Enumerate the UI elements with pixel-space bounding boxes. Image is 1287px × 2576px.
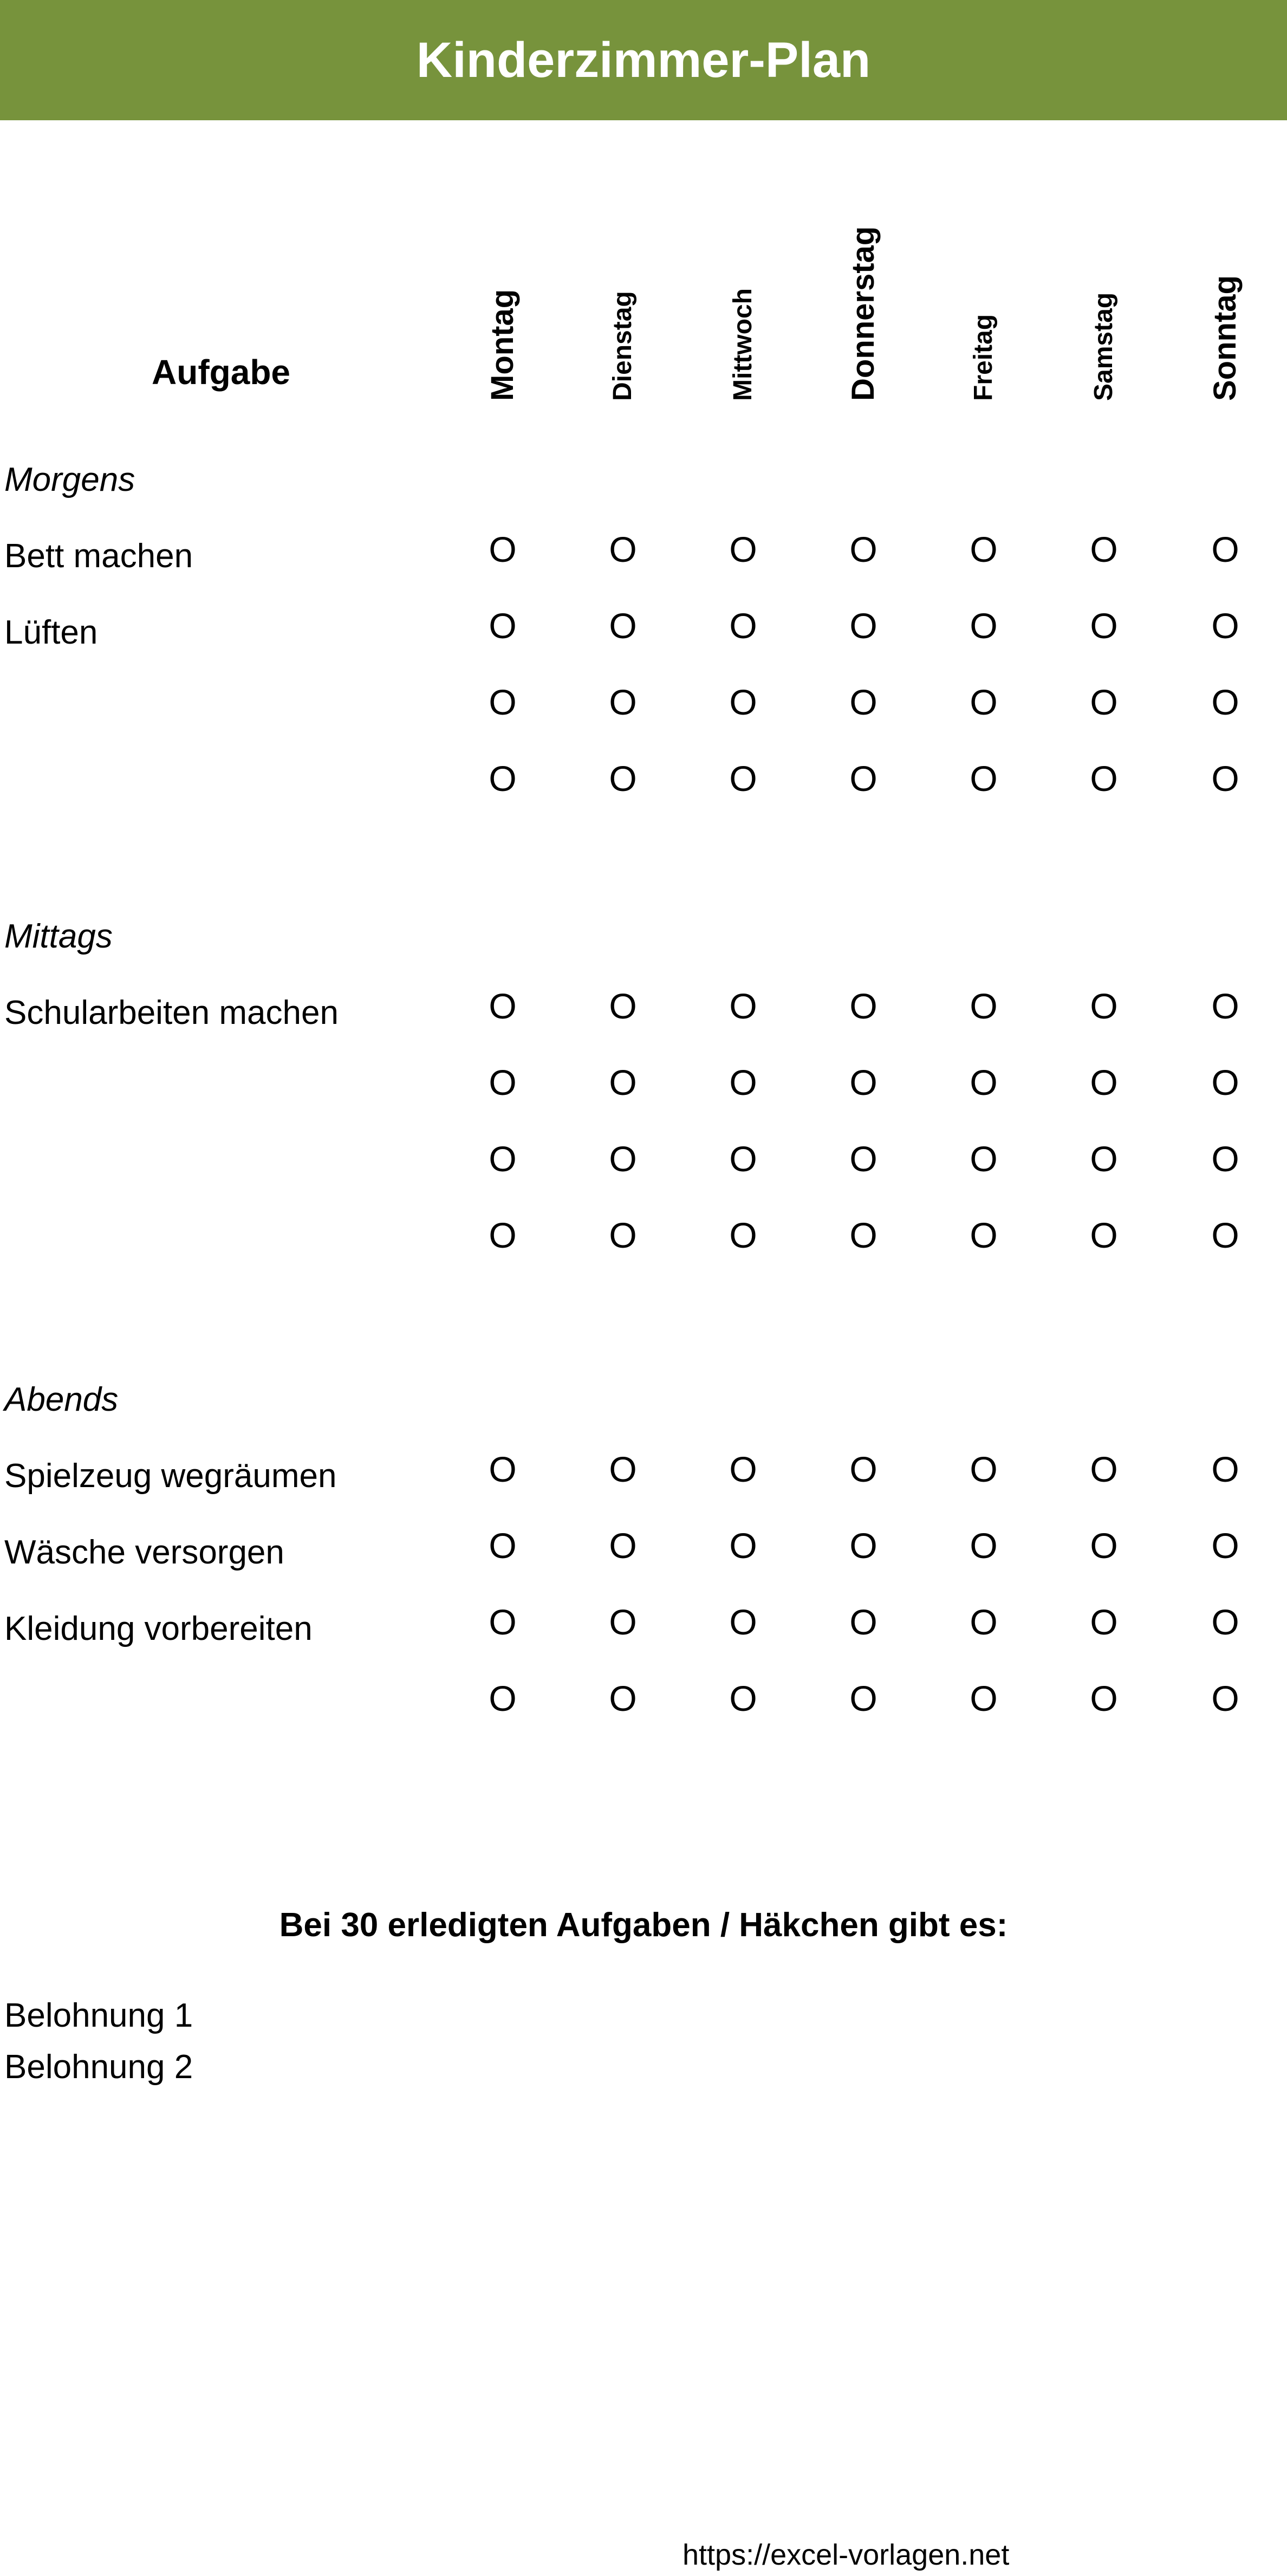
checkbox-samstag[interactable]: O bbox=[1090, 1526, 1118, 1566]
day-label: Dienstag bbox=[608, 291, 637, 401]
day-label: Sonntag bbox=[1207, 275, 1243, 401]
checkbox-samstag[interactable]: O bbox=[1090, 1678, 1118, 1718]
checkbox-sonntag[interactable]: O bbox=[1211, 1139, 1239, 1179]
checkbox-sonntag[interactable]: O bbox=[1211, 682, 1239, 722]
checkbox-mittwoch[interactable]: O bbox=[729, 529, 757, 569]
checkbox-donnerstag[interactable]: O bbox=[849, 1602, 877, 1642]
checkbox-freitag[interactable]: O bbox=[970, 986, 998, 1026]
checkbox-donnerstag[interactable]: O bbox=[849, 529, 877, 569]
checkbox-dienstag[interactable]: O bbox=[609, 1602, 637, 1642]
checkbox-freitag[interactable]: O bbox=[970, 1449, 998, 1489]
checkbox-sonntag[interactable]: O bbox=[1211, 1215, 1239, 1255]
checkbox-dienstag[interactable]: O bbox=[609, 682, 637, 722]
checkbox-montag[interactable]: O bbox=[489, 606, 517, 646]
checkbox-samstag[interactable]: O bbox=[1090, 758, 1118, 799]
checkbox-donnerstag[interactable]: O bbox=[849, 1139, 877, 1179]
checkbox-montag[interactable]: O bbox=[489, 1215, 517, 1255]
checkbox-freitag[interactable]: O bbox=[970, 758, 998, 799]
checkbox-montag[interactable]: O bbox=[489, 1062, 517, 1102]
checkbox-mittwoch[interactable]: O bbox=[729, 1526, 757, 1566]
day-label: Samstag bbox=[1089, 292, 1118, 401]
checkbox-freitag[interactable]: O bbox=[970, 1526, 998, 1566]
checkbox-montag[interactable]: O bbox=[489, 1678, 517, 1718]
checkbox-montag[interactable]: O bbox=[489, 1602, 517, 1642]
checkbox-donnerstag[interactable]: O bbox=[849, 986, 877, 1026]
checkbox-donnerstag[interactable]: O bbox=[849, 682, 877, 722]
checkbox-freitag[interactable]: O bbox=[970, 1602, 998, 1642]
checkbox-donnerstag[interactable]: O bbox=[849, 1449, 877, 1489]
checkbox-dienstag[interactable]: O bbox=[609, 1062, 637, 1102]
checkbox-samstag[interactable]: O bbox=[1090, 606, 1118, 646]
checkbox-samstag[interactable]: O bbox=[1090, 1139, 1118, 1179]
checkbox-freitag[interactable]: O bbox=[970, 529, 998, 569]
checkbox-samstag[interactable]: O bbox=[1090, 1062, 1118, 1102]
footer-url: https://excel-vorlagen.net bbox=[682, 2539, 1010, 2571]
page-title: Kinderzimmer-Plan bbox=[0, 0, 1287, 120]
checkbox-samstag[interactable]: O bbox=[1090, 1215, 1118, 1255]
checkbox-mittwoch[interactable]: O bbox=[729, 1449, 757, 1489]
checkbox-dienstag[interactable]: O bbox=[609, 606, 637, 646]
task-label[interactable]: Spielzeug wegräumen bbox=[4, 1457, 337, 1495]
column-header-aufgabe: Aufgabe bbox=[152, 353, 290, 392]
checkbox-mittwoch[interactable]: O bbox=[729, 1602, 757, 1642]
task-label[interactable]: Wäsche versorgen bbox=[4, 1534, 284, 1571]
checkbox-samstag[interactable]: O bbox=[1090, 1602, 1118, 1642]
checkbox-mittwoch[interactable]: O bbox=[729, 682, 757, 722]
section-abends: Abends bbox=[4, 1381, 119, 1418]
checkbox-mittwoch[interactable]: O bbox=[729, 986, 757, 1026]
checkbox-freitag[interactable]: O bbox=[970, 1215, 998, 1255]
checkbox-dienstag[interactable]: O bbox=[609, 1526, 637, 1566]
task-label[interactable]: Lüften bbox=[4, 614, 98, 651]
task-label[interactable]: Kleidung vorbereiten bbox=[4, 1610, 313, 1647]
checkbox-sonntag[interactable]: O bbox=[1211, 606, 1239, 646]
checkbox-freitag[interactable]: O bbox=[970, 1062, 998, 1102]
checkbox-freitag[interactable]: O bbox=[970, 606, 998, 646]
checkbox-sonntag[interactable]: O bbox=[1211, 1678, 1239, 1718]
day-label: Montag bbox=[485, 289, 520, 401]
task-label[interactable]: Schularbeiten machen bbox=[4, 994, 339, 1031]
checkbox-montag[interactable]: O bbox=[489, 758, 517, 799]
reward-heading: Bei 30 erledigten Aufgaben / Häkchen gibt es: bbox=[279, 1906, 1008, 1944]
checkbox-freitag[interactable]: O bbox=[970, 1139, 998, 1179]
checkbox-mittwoch[interactable]: O bbox=[729, 1139, 757, 1179]
checkbox-montag[interactable]: O bbox=[489, 529, 517, 569]
reward-1[interactable]: Belohnung 1 bbox=[4, 1997, 193, 2034]
task-label[interactable]: Bett machen bbox=[4, 537, 193, 575]
checkbox-donnerstag[interactable]: O bbox=[849, 758, 877, 799]
checkbox-sonntag[interactable]: O bbox=[1211, 758, 1239, 799]
checkbox-samstag[interactable]: O bbox=[1090, 529, 1118, 569]
checkbox-dienstag[interactable]: O bbox=[609, 986, 637, 1026]
day-label: Mittwoch bbox=[729, 288, 757, 401]
checkbox-freitag[interactable]: O bbox=[970, 682, 998, 722]
checkbox-dienstag[interactable]: O bbox=[609, 758, 637, 799]
checkbox-sonntag[interactable]: O bbox=[1211, 1602, 1239, 1642]
checkbox-mittwoch[interactable]: O bbox=[729, 1215, 757, 1255]
day-label: Donnerstag bbox=[846, 226, 881, 401]
checkbox-sonntag[interactable]: O bbox=[1211, 1449, 1239, 1489]
checkbox-samstag[interactable]: O bbox=[1090, 682, 1118, 722]
checkbox-montag[interactable]: O bbox=[489, 1526, 517, 1566]
checkbox-mittwoch[interactable]: O bbox=[729, 1678, 757, 1718]
checkbox-sonntag[interactable]: O bbox=[1211, 986, 1239, 1026]
reward-2[interactable]: Belohnung 2 bbox=[4, 2048, 193, 2086]
checkbox-montag[interactable]: O bbox=[489, 986, 517, 1026]
checkbox-dienstag[interactable]: O bbox=[609, 1678, 637, 1718]
checkbox-dienstag[interactable]: O bbox=[609, 1139, 637, 1179]
day-label: Freitag bbox=[969, 314, 998, 401]
section-morgens: Morgens bbox=[4, 461, 135, 498]
checkbox-donnerstag[interactable]: O bbox=[849, 1678, 877, 1718]
checkbox-sonntag[interactable]: O bbox=[1211, 1062, 1239, 1102]
checkbox-donnerstag[interactable]: O bbox=[849, 1215, 877, 1255]
checkbox-mittwoch[interactable]: O bbox=[729, 758, 757, 799]
checkbox-samstag[interactable]: O bbox=[1090, 1449, 1118, 1489]
checkbox-sonntag[interactable]: O bbox=[1211, 529, 1239, 569]
checkbox-freitag[interactable]: O bbox=[970, 1678, 998, 1718]
checkbox-dienstag[interactable]: O bbox=[609, 529, 637, 569]
checkbox-sonntag[interactable]: O bbox=[1211, 1526, 1239, 1566]
checkbox-dienstag[interactable]: O bbox=[609, 1215, 637, 1255]
checkbox-montag[interactable]: O bbox=[489, 682, 517, 722]
checkbox-samstag[interactable]: O bbox=[1090, 986, 1118, 1026]
checkbox-donnerstag[interactable]: O bbox=[849, 606, 877, 646]
checkbox-mittwoch[interactable]: O bbox=[729, 606, 757, 646]
checkbox-donnerstag[interactable]: O bbox=[849, 1062, 877, 1102]
checkbox-montag[interactable]: O bbox=[489, 1449, 517, 1489]
checkbox-dienstag[interactable]: O bbox=[609, 1449, 637, 1489]
checkbox-donnerstag[interactable]: O bbox=[849, 1526, 877, 1566]
checkbox-montag[interactable]: O bbox=[489, 1139, 517, 1179]
checkbox-mittwoch[interactable]: O bbox=[729, 1062, 757, 1102]
section-mittags: Mittags bbox=[4, 918, 113, 955]
